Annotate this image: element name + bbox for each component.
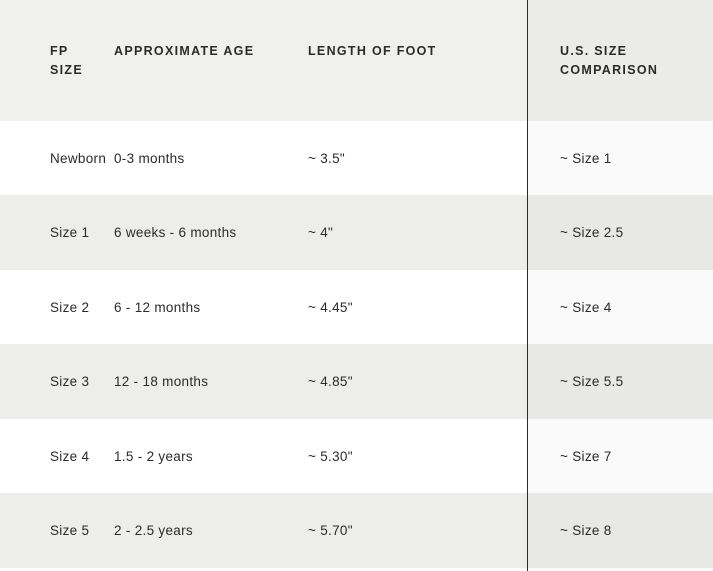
table-row bbox=[0, 419, 713, 494]
table-body bbox=[0, 121, 713, 568]
cell-us-size: ~ Size 8 bbox=[528, 493, 713, 568]
cell-length-of-foot: ~ 4" bbox=[308, 195, 528, 270]
cell-fp-size: Size 4 bbox=[0, 419, 114, 494]
cell-us-size: ~ Size 5.5 bbox=[528, 344, 713, 419]
cell-fp-size: Size 3 bbox=[0, 344, 114, 419]
cell-approximate-age: 1.5 - 2 years bbox=[114, 419, 308, 494]
cell-length-of-foot: ~ 4.85" bbox=[308, 344, 528, 419]
cell-us-size: ~ Size 1 bbox=[528, 121, 713, 196]
column-header-us-size-comparison-line2: COMPARISON bbox=[560, 63, 659, 78]
cell-length-of-foot: ~ 3.5" bbox=[308, 121, 528, 196]
cell-us-size: ~ Size 7 bbox=[528, 419, 713, 494]
cell-fp-size: Newborn bbox=[0, 121, 114, 196]
column-header-us-size-comparison bbox=[528, 0, 713, 121]
vertical-divider bbox=[527, 0, 528, 571]
cell-length-of-foot: ~ 4.45" bbox=[308, 270, 528, 345]
column-header-length-of-foot-line1: LENGTH OF FOOT bbox=[308, 44, 437, 58]
column-header-approximate-age-line1: APPROXIMATE AGE bbox=[114, 44, 255, 58]
cell-approximate-age: 6 - 12 months bbox=[114, 270, 308, 345]
column-header-approximate-age bbox=[114, 0, 308, 121]
table-row bbox=[0, 195, 713, 270]
table-row bbox=[0, 121, 713, 196]
column-header-fp-size bbox=[0, 0, 114, 121]
column-header-us-size-comparison-line1: U.S. SIZE bbox=[560, 44, 628, 58]
table-row bbox=[0, 344, 713, 419]
cell-approximate-age: 12 - 18 months bbox=[114, 344, 308, 419]
table-row bbox=[0, 270, 713, 345]
cell-us-size: ~ Size 2.5 bbox=[528, 195, 713, 270]
table-row bbox=[0, 493, 713, 568]
cell-fp-size: Size 1 bbox=[0, 195, 114, 270]
column-header-fp-size-line1: FP SIZE bbox=[50, 44, 83, 78]
cell-approximate-age: 6 weeks - 6 months bbox=[114, 195, 308, 270]
cell-fp-size: Size 2 bbox=[0, 270, 114, 345]
cell-length-of-foot: ~ 5.30" bbox=[308, 419, 528, 494]
cell-approximate-age: 2 - 2.5 years bbox=[114, 493, 308, 568]
table-header-row bbox=[0, 0, 713, 121]
table-header bbox=[0, 0, 713, 121]
cell-length-of-foot: ~ 5.70" bbox=[308, 493, 528, 568]
cell-approximate-age: 0-3 months bbox=[114, 121, 308, 196]
cell-fp-size: Size 5 bbox=[0, 493, 114, 568]
cell-us-size: ~ Size 4 bbox=[528, 270, 713, 345]
column-header-length-of-foot bbox=[308, 0, 528, 121]
